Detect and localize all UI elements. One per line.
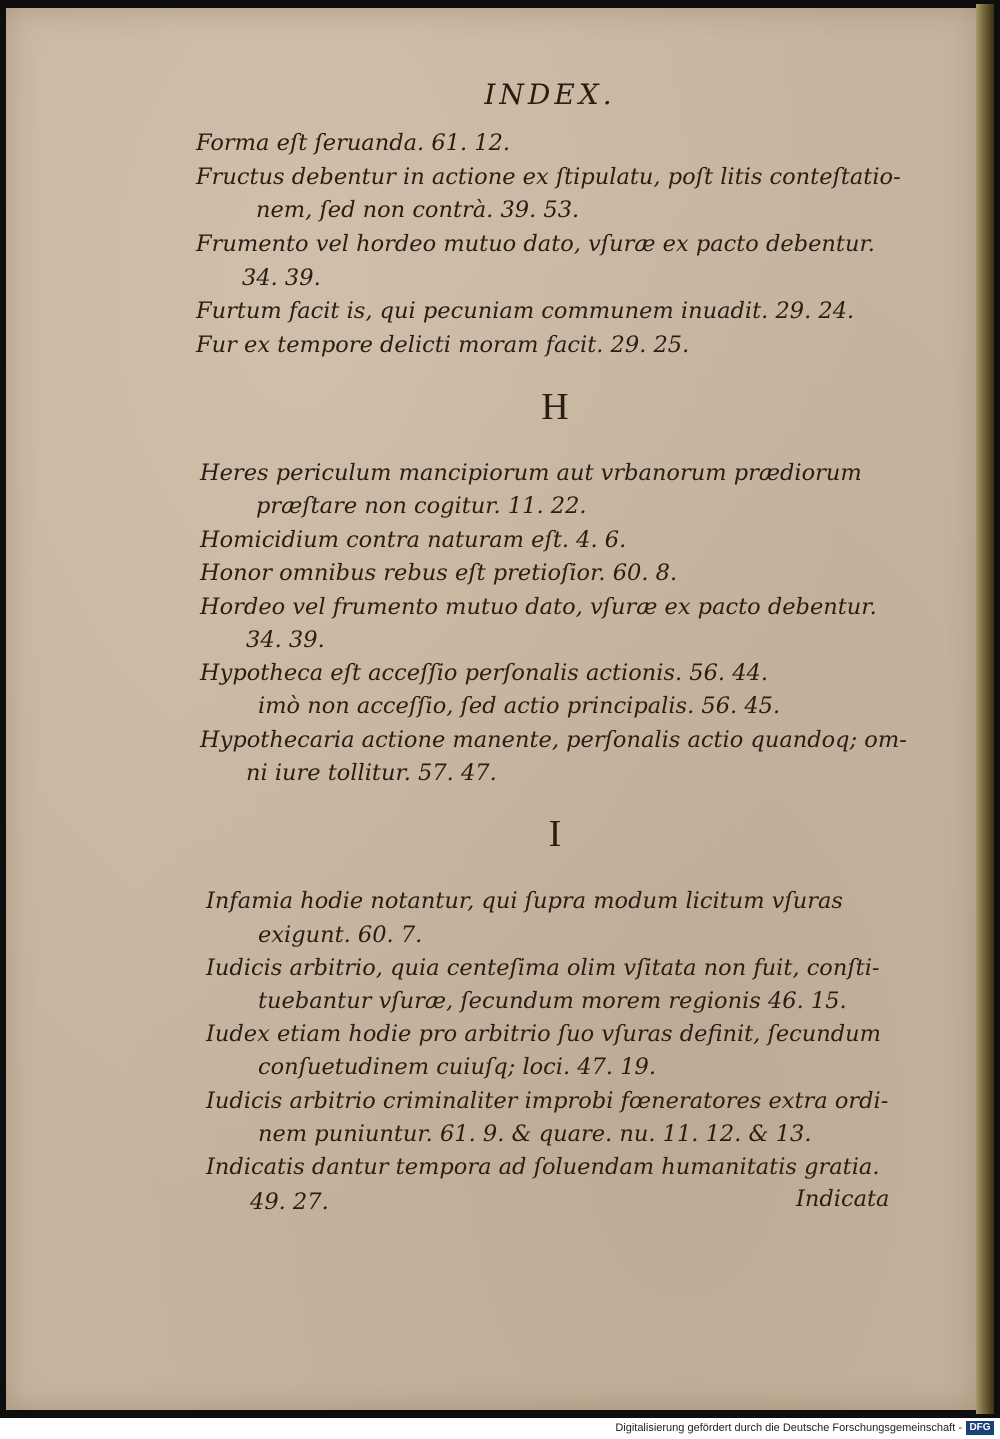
footer-bar <box>0 1418 1000 1439</box>
index-entry: Heres periculum mancipiorum aut vrbanorum prædiorum <box>200 460 862 486</box>
index-entry-continuation: tuebantur vſuræ, ſecundum morem regionis 46. 15. <box>258 988 847 1014</box>
index-entry-continuation: 49. 27. <box>250 1189 329 1215</box>
index-entry: Indicatis dantur tempora ad ſoluendam humanitatis gratia. <box>206 1154 880 1180</box>
index-entry: Infamia hodie notantur, qui ſupra modum licitum vſuras <box>206 888 843 914</box>
dfg-logo: DFG <box>966 1421 994 1435</box>
index-entry: Iudicis arbitrio, quia centeſima olim vſitata non fuit, conſti- <box>206 955 880 981</box>
section-letter-h: H <box>541 386 569 428</box>
index-entry: Hypotheca eſt acceſſio perſonalis actionis. 56. 44. <box>200 660 769 686</box>
index-entry-continuation: nem puniuntur. 61. 9. & quare. nu. 11. 12. & 13. <box>258 1121 812 1147</box>
index-entry: Fur ex tempore delicti moram facit. 29. 25. <box>196 332 690 358</box>
index-entry-continuation: præſtare non cogitur. 11. 22. <box>256 493 587 519</box>
index-entry: Frumento vel hordeo mutuo dato, vſuræ ex pacto debentur. <box>196 231 875 257</box>
index-entry: Fructus debentur in actione ex ſtipulatu, poſt litis conteſtatio- <box>196 164 901 190</box>
section-letter-i: I <box>548 813 562 855</box>
index-entry: Homicidium contra naturam eſt. 4. 6. <box>200 527 627 553</box>
index-entry: Iudex etiam hodie pro arbitrio ſuo vſuras definit, ſecundum <box>206 1021 881 1047</box>
index-entry-continuation: imò non acceſſio, ſed actio principalis. 56. 45. <box>258 693 781 719</box>
index-entry-continuation: exigunt. 60. 7. <box>258 922 423 948</box>
index-entry-continuation: ni iure tollitur. 57. 47. <box>246 760 497 786</box>
index-entry-continuation: nem, ſed non contrà. 39. 53. <box>256 197 580 223</box>
page-edge <box>976 4 994 1414</box>
index-entry: Hypothecaria actione manente, perſonalis actio quandoq; om- <box>200 727 907 753</box>
index-entry: Forma eſt ſeruanda. 61. 12. <box>196 130 511 156</box>
index-entry: Furtum facit is, qui pecuniam communem inuadit. 29. 24. <box>196 298 855 324</box>
index-entry: Honor omnibus rebus eſt pretioſior. 60. 8. <box>200 560 678 586</box>
index-entry: Hordeo vel frumento mutuo dato, vſuræ ex pacto debentur. <box>200 594 877 620</box>
index-entry-continuation: conſuetudinem cuiuſq; loci. 47. 19. <box>258 1054 657 1080</box>
index-entry-continuation: 34. 39. <box>242 265 321 291</box>
index-entry: Iudicis arbitrio criminaliter improbi fœneratores extra ordi- <box>206 1088 889 1114</box>
footer-credit: Digitalisierung gefördert durch die Deutsche Forschungsgemeinschaft - <box>615 1422 962 1434</box>
catchword: Indicata <box>796 1186 890 1212</box>
index-entry-continuation: 34. 39. <box>246 627 325 653</box>
running-head: INDEX. <box>484 78 616 111</box>
